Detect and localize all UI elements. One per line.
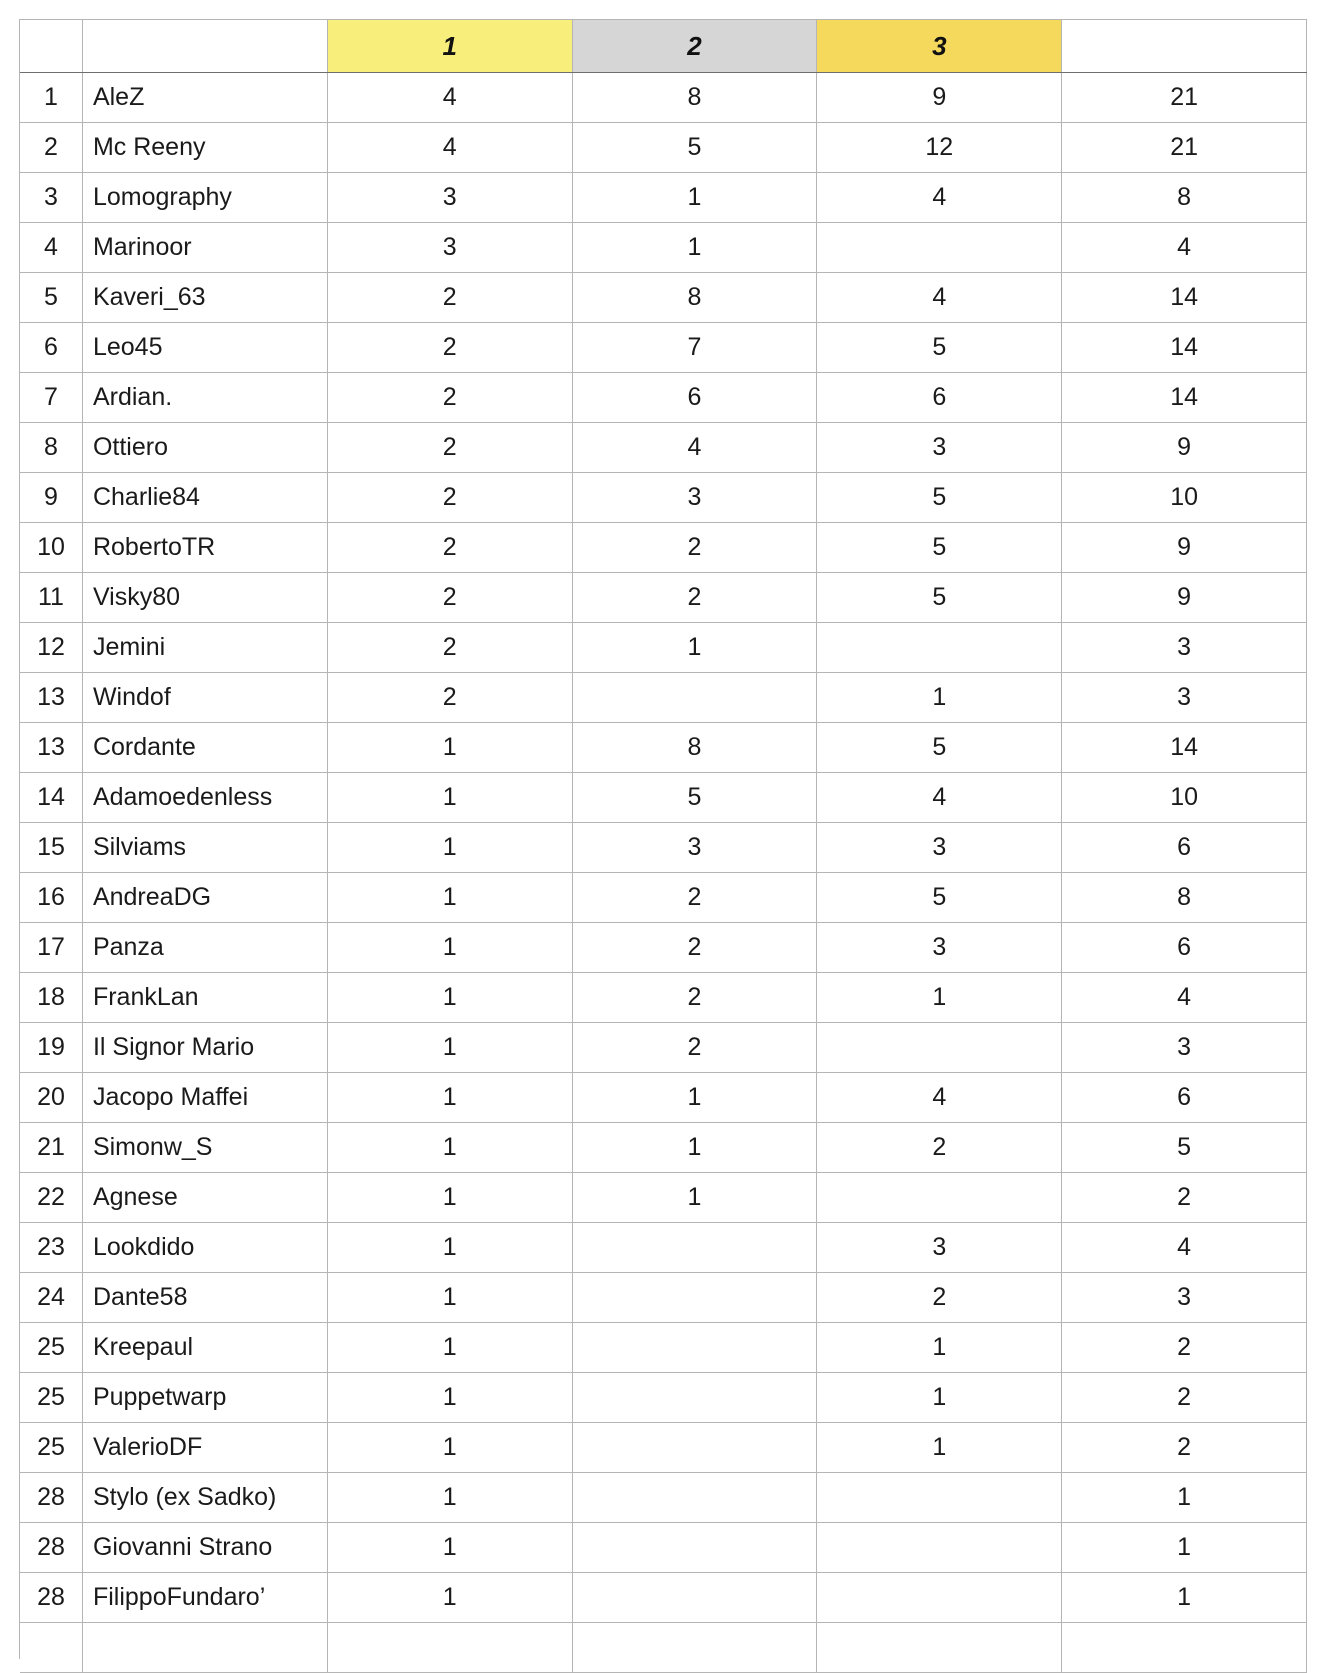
first-place-count-cell[interactable]: 1 [328,1023,573,1072]
rank-cell[interactable]: 28 [20,1523,83,1572]
name-cell[interactable]: Agnese [83,1173,328,1222]
third-place-count-cell[interactable]: 9 [817,73,1062,122]
total-cell[interactable]: 10 [1062,773,1307,822]
second-place-count-cell[interactable]: 8 [573,273,818,322]
third-place-count-cell[interactable]: 1 [817,1423,1062,1472]
second-place-count-cell[interactable]: 2 [573,873,818,922]
rank-cell[interactable]: 10 [20,523,83,572]
table-row [20,823,1307,873]
first-place-count-cell[interactable]: 1 [328,773,573,822]
third-place-count-cell[interactable]: 3 [817,423,1062,472]
third-place-count-cell[interactable] [817,1023,1062,1072]
second-place-count-cell[interactable] [573,1623,818,1672]
rank-cell[interactable]: 25 [20,1373,83,1422]
total-cell[interactable]: 3 [1062,1273,1307,1322]
first-place-count-cell[interactable]: 4 [328,73,573,122]
second-place-count-cell[interactable]: 2 [573,523,818,572]
table-row [20,1073,1307,1123]
second-place-count-cell[interactable]: 2 [573,1023,818,1072]
third-place-count-cell[interactable]: 5 [817,573,1062,622]
table-row [20,323,1307,373]
table-row [20,173,1307,223]
second-place-count-cell[interactable] [573,1273,818,1322]
name-cell[interactable]: Lookdido [83,1223,328,1272]
third-place-count-cell[interactable]: 1 [817,673,1062,722]
name-cell[interactable]: Giovanni Strano [83,1523,328,1572]
third-place-count-cell[interactable]: 1 [817,1373,1062,1422]
header-row [20,20,1307,73]
third-place-count-cell[interactable]: 3 [817,1223,1062,1272]
third-place-count-cell[interactable]: 3 [817,923,1062,972]
first-place-count-cell[interactable]: 1 [328,1573,573,1622]
rank-cell[interactable]: 17 [20,923,83,972]
third-place-count-cell[interactable]: 5 [817,723,1062,772]
rank-cell[interactable]: 28 [20,1573,83,1622]
total-cell[interactable]: 6 [1062,823,1307,872]
name-cell[interactable]: Jacopo Maffei [83,1073,328,1122]
first-place-count-cell[interactable]: 1 [328,1323,573,1372]
second-place-count-cell[interactable] [573,1423,818,1472]
third-place-count-cell[interactable] [817,1623,1062,1672]
total-cell[interactable]: 2 [1062,1373,1307,1422]
second-place-count-cell[interactable]: 2 [573,923,818,972]
first-place-count-cell[interactable]: 3 [328,223,573,272]
second-place-count-cell[interactable]: 3 [573,823,818,872]
third-place-count-cell[interactable]: 5 [817,523,1062,572]
first-place-count-cell[interactable]: 1 [328,973,573,1022]
rank-cell[interactable]: 19 [20,1023,83,1072]
second-place-count-cell[interactable]: 1 [573,173,818,222]
first-place-count-cell[interactable]: 1 [328,1523,573,1572]
table-row [20,1623,1307,1673]
name-cell[interactable]: Puppetwarp [83,1373,328,1422]
name-cell[interactable]: AndreaDG [83,873,328,922]
total-cell[interactable] [1062,1623,1307,1672]
second-place-count-cell[interactable]: 1 [573,1123,818,1172]
table-row [20,623,1307,673]
table-row [20,1223,1307,1273]
first-place-count-cell[interactable]: 1 [328,823,573,872]
name-cell[interactable]: Leo45 [83,323,328,372]
rank-cell[interactable]: 22 [20,1173,83,1222]
name-cell[interactable]: Simonw_S [83,1123,328,1172]
second-place-count-cell[interactable] [573,1373,818,1422]
first-place-count-cell[interactable]: 1 [328,1273,573,1322]
third-place-count-cell[interactable]: 2 [817,1123,1062,1172]
table-row [20,923,1307,973]
name-cell[interactable]: Cordante [83,723,328,772]
rank-cell[interactable]: 20 [20,1073,83,1122]
rank-cell[interactable]: 4 [20,223,83,272]
name-cell[interactable]: Visky80 [83,573,328,622]
second-place-count-cell[interactable] [573,1573,818,1622]
second-place-count-cell[interactable] [573,1223,818,1272]
third-place-count-cell[interactable]: 2 [817,1273,1062,1322]
total-cell[interactable]: 8 [1062,873,1307,922]
table-row [20,473,1307,523]
third-place-count-cell[interactable]: 5 [817,473,1062,522]
third-place-count-cell[interactable]: 3 [817,823,1062,872]
first-place-count-cell[interactable]: 2 [328,523,573,572]
rank-cell[interactable]: 9 [20,473,83,522]
rank-cell[interactable]: 23 [20,1223,83,1272]
table-row [20,73,1307,123]
rank-cell[interactable]: 13 [20,673,83,722]
name-cell[interactable]: Lomography [83,173,328,222]
first-place-count-cell[interactable]: 3 [328,173,573,222]
total-cell[interactable]: 10 [1062,473,1307,522]
name-cell[interactable]: Dante58 [83,1273,328,1322]
table-row [20,573,1307,623]
table-row [20,523,1307,573]
total-cell[interactable]: 8 [1062,173,1307,222]
first-place-count-cell[interactable]: 2 [328,473,573,522]
name-cell[interactable]: AleZ [83,73,328,122]
third-place-count-cell[interactable]: 12 [817,123,1062,172]
first-place-count-cell[interactable]: 2 [328,673,573,722]
total-cell[interactable]: 1 [1062,1523,1307,1572]
rank-cell[interactable] [20,1623,83,1672]
rank-cell[interactable]: 24 [20,1273,83,1322]
third-place-count-cell[interactable]: 1 [817,973,1062,1022]
table-row [20,1173,1307,1223]
second-place-count-cell[interactable]: 2 [573,573,818,622]
name-cell[interactable]: Charlie84 [83,473,328,522]
first-place-count-cell[interactable]: 2 [328,323,573,372]
table-row [20,1373,1307,1423]
first-place-count-cell[interactable]: 1 [328,723,573,772]
rank-cell[interactable]: 28 [20,1473,83,1522]
first-place-count-cell[interactable]: 2 [328,573,573,622]
first-place-count-cell[interactable]: 1 [328,1223,573,1272]
first-place-count-cell[interactable]: 1 [328,923,573,972]
first-place-count-cell[interactable]: 2 [328,273,573,322]
table-row [20,423,1307,473]
table-row [20,1273,1307,1323]
name-cell[interactable]: Silviams [83,823,328,872]
third-place-count-cell[interactable] [817,1573,1062,1622]
total-cell[interactable]: 5 [1062,1123,1307,1172]
rank-cell[interactable]: 14 [20,773,83,822]
total-cell[interactable]: 2 [1062,1423,1307,1472]
table-row [20,123,1307,173]
name-cell[interactable]: FilippoFundaro’ [83,1573,328,1622]
header-first-place-cell[interactable]: 1 [328,20,573,72]
total-cell[interactable]: 14 [1062,273,1307,322]
first-place-count-cell[interactable] [328,1623,573,1672]
table-row [20,373,1307,423]
table-row [20,1423,1307,1473]
header-third-place-cell[interactable]: 3 [817,20,1062,72]
first-place-count-cell[interactable]: 4 [328,123,573,172]
third-place-count-cell[interactable]: 4 [817,273,1062,322]
rank-cell[interactable]: 15 [20,823,83,872]
total-cell[interactable]: 1 [1062,1473,1307,1522]
header-rank-cell[interactable] [20,20,83,72]
second-place-count-cell[interactable] [573,1473,818,1522]
table-row [20,673,1307,723]
total-cell[interactable]: 2 [1062,1173,1307,1222]
total-cell[interactable]: 4 [1062,1223,1307,1272]
second-place-count-cell[interactable] [573,673,818,722]
total-cell[interactable]: 9 [1062,573,1307,622]
second-place-count-cell[interactable]: 3 [573,473,818,522]
header-total-cell[interactable] [1062,20,1307,72]
name-cell[interactable]: Kaveri_63 [83,273,328,322]
header-name-cell[interactable] [83,20,328,72]
total-cell[interactable]: 3 [1062,673,1307,722]
first-place-count-cell[interactable]: 1 [328,1073,573,1122]
rank-cell[interactable]: 12 [20,623,83,672]
second-place-count-cell[interactable] [573,1523,818,1572]
second-place-count-cell[interactable]: 8 [573,723,818,772]
rank-cell[interactable]: 18 [20,973,83,1022]
standings-table [19,19,1307,1659]
rank-cell[interactable]: 21 [20,1123,83,1172]
third-place-count-cell[interactable]: 5 [817,873,1062,922]
total-cell[interactable]: 3 [1062,1023,1307,1072]
second-place-count-cell[interactable]: 7 [573,323,818,372]
first-place-count-cell[interactable]: 1 [328,1423,573,1472]
third-place-count-cell[interactable] [817,623,1062,672]
third-place-count-cell[interactable]: 4 [817,773,1062,822]
rank-cell[interactable]: 11 [20,573,83,622]
table-row [20,223,1307,273]
first-place-count-cell[interactable]: 1 [328,873,573,922]
third-place-count-cell[interactable]: 4 [817,1073,1062,1122]
table-row [20,1123,1307,1173]
name-cell[interactable]: Windof [83,673,328,722]
second-place-count-cell[interactable]: 1 [573,623,818,672]
table-row [20,273,1307,323]
third-place-count-cell[interactable] [817,1523,1062,1572]
total-cell[interactable]: 9 [1062,523,1307,572]
name-cell[interactable] [83,1623,328,1672]
second-place-count-cell[interactable] [573,1323,818,1372]
rank-cell[interactable]: 6 [20,323,83,372]
name-cell[interactable]: Kreepaul [83,1323,328,1372]
rank-cell[interactable]: 1 [20,73,83,122]
second-place-count-cell[interactable]: 1 [573,1173,818,1222]
second-place-count-cell[interactable]: 4 [573,423,818,472]
second-place-count-cell[interactable]: 5 [573,773,818,822]
third-place-count-cell[interactable] [817,1473,1062,1522]
name-cell[interactable]: Ottiero [83,423,328,472]
first-place-count-cell[interactable]: 1 [328,1123,573,1172]
name-cell[interactable]: ValerioDF [83,1423,328,1472]
total-cell[interactable]: 3 [1062,623,1307,672]
rank-cell[interactable]: 2 [20,123,83,172]
name-cell[interactable]: Panza [83,923,328,972]
name-cell[interactable]: RobertoTR [83,523,328,572]
total-cell[interactable]: 21 [1062,123,1307,172]
total-cell[interactable]: 4 [1062,973,1307,1022]
name-cell[interactable]: Marinoor [83,223,328,272]
table-row [20,1323,1307,1373]
name-cell[interactable]: Stylo (ex Sadko) [83,1473,328,1522]
total-cell[interactable]: 1 [1062,1573,1307,1622]
second-place-count-cell[interactable]: 2 [573,973,818,1022]
second-place-count-cell[interactable]: 1 [573,1073,818,1122]
first-place-count-cell[interactable]: 2 [328,373,573,422]
total-cell[interactable]: 4 [1062,223,1307,272]
first-place-count-cell[interactable]: 1 [328,1173,573,1222]
second-place-count-cell[interactable]: 5 [573,123,818,172]
first-place-count-cell[interactable]: 1 [328,1473,573,1522]
third-place-count-cell[interactable]: 4 [817,173,1062,222]
first-place-count-cell[interactable]: 2 [328,623,573,672]
total-cell[interactable]: 6 [1062,1073,1307,1122]
total-cell[interactable]: 14 [1062,373,1307,422]
name-cell[interactable]: Il Signor Mario [83,1023,328,1072]
table-body [20,73,1307,1673]
first-place-count-cell[interactable]: 1 [328,1373,573,1422]
second-place-count-cell[interactable]: 8 [573,73,818,122]
table-row [20,1473,1307,1523]
table-row [20,723,1307,773]
total-cell[interactable]: 2 [1062,1323,1307,1372]
third-place-count-cell[interactable] [817,1173,1062,1222]
third-place-count-cell[interactable]: 1 [817,1323,1062,1372]
first-place-count-cell[interactable]: 2 [328,423,573,472]
rank-cell[interactable]: 16 [20,873,83,922]
third-place-count-cell[interactable]: 6 [817,373,1062,422]
third-place-count-cell[interactable]: 5 [817,323,1062,372]
header-second-place-cell[interactable]: 2 [573,20,818,72]
rank-cell[interactable]: 5 [20,273,83,322]
table-row [20,1023,1307,1073]
name-cell[interactable]: Mc Reeny [83,123,328,172]
name-cell[interactable]: Ardian. [83,373,328,422]
third-place-count-cell[interactable] [817,223,1062,272]
rank-cell[interactable]: 3 [20,173,83,222]
rank-cell[interactable]: 8 [20,423,83,472]
total-cell[interactable]: 9 [1062,423,1307,472]
total-cell[interactable]: 6 [1062,923,1307,972]
name-cell[interactable]: Jemini [83,623,328,672]
name-cell[interactable]: Adamoedenless [83,773,328,822]
total-cell[interactable]: 14 [1062,323,1307,372]
table-row [20,973,1307,1023]
table-row [20,1573,1307,1623]
table-row [20,1523,1307,1573]
table-row [20,873,1307,923]
table-row [20,773,1307,823]
rank-cell[interactable]: 7 [20,373,83,422]
total-cell[interactable]: 14 [1062,723,1307,772]
rank-cell[interactable]: 13 [20,723,83,772]
total-cell[interactable]: 21 [1062,73,1307,122]
second-place-count-cell[interactable]: 1 [573,223,818,272]
name-cell[interactable]: FrankLan [83,973,328,1022]
second-place-count-cell[interactable]: 6 [573,373,818,422]
rank-cell[interactable]: 25 [20,1323,83,1372]
rank-cell[interactable]: 25 [20,1423,83,1472]
